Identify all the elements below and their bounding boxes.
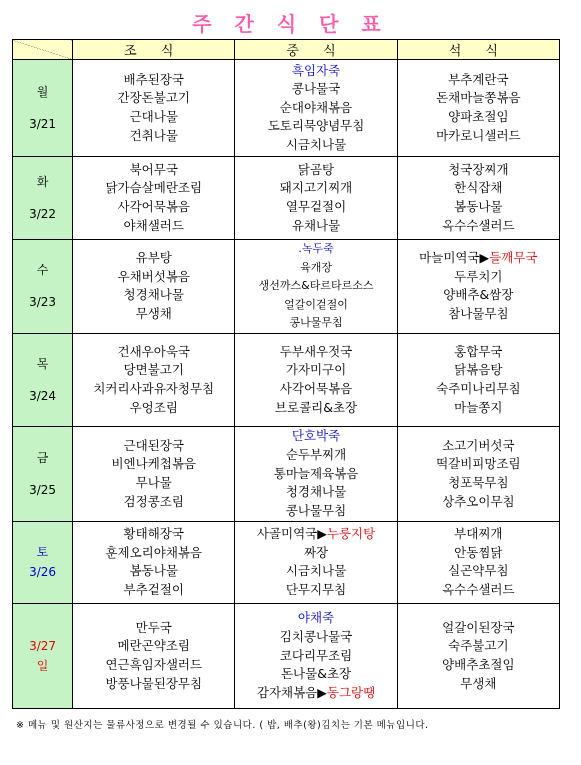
menu-item-text: 배추된장국 (123, 71, 184, 87)
date-label: 3/26 (29, 565, 57, 580)
corner-cell (13, 40, 73, 60)
menu-item-text: 얼갈이겉절이 (284, 297, 348, 311)
dinner-cell (397, 603, 559, 708)
day-label-cell (13, 157, 73, 240)
dinner-cell (397, 157, 559, 240)
menu-item (235, 380, 396, 399)
menu-item (73, 305, 234, 324)
menu-item-text: 청포묵무침 (448, 474, 509, 490)
weekday-label: 목 (36, 356, 49, 371)
date-label: 3/21 (29, 117, 57, 131)
menu-item-text: 브로콜리&초장 (274, 399, 358, 415)
menu-item (398, 493, 559, 512)
breakfast-cell (73, 240, 235, 334)
menu-item-text: 무나물 (135, 474, 172, 490)
menu-item (235, 343, 396, 362)
menu-item-text: 방풍나물된장무침 (105, 675, 203, 691)
day-label-cell (13, 240, 73, 334)
dinner-cell (397, 333, 559, 426)
day-label-cell (13, 521, 73, 603)
menu-item-text: 건취나물 (129, 127, 178, 143)
menu-item-text: 생선까스&타르타르소스 (258, 279, 374, 293)
menu-item-text: 검정콩조림 (123, 493, 184, 509)
breakfast-cell (73, 426, 235, 521)
menu-item (235, 80, 396, 99)
menu-item (235, 465, 396, 484)
menu-item-text: 돈채마늘쫑볶음 (436, 90, 521, 106)
menu-item (398, 198, 559, 217)
menu-item (73, 474, 234, 493)
menu-item-text: 콩나물무침 (285, 502, 347, 518)
lunch-cell (235, 60, 397, 157)
menu-item-text: 통마늘제육볶음 (273, 465, 359, 481)
date-label: 3/25 (29, 482, 57, 497)
menu-item-text: 돈나물&초장 (280, 666, 352, 682)
menu-item-text: 연근흑임자샐러드 (105, 656, 203, 672)
menu-item (235, 314, 396, 333)
menu-item (73, 179, 234, 198)
dinner-cell (397, 240, 559, 334)
menu-item (235, 665, 396, 684)
menu-item (398, 127, 559, 146)
breakfast-cell (73, 521, 235, 603)
day-row (13, 157, 560, 240)
menu-item (73, 525, 234, 544)
menu-item (73, 198, 234, 217)
lunch-cell (235, 521, 397, 603)
menu-item (398, 343, 559, 362)
menu-item (398, 675, 559, 694)
weekday-label: 수 (36, 263, 49, 278)
day-row (13, 240, 560, 334)
menu-item (235, 562, 396, 581)
menu-item (73, 581, 234, 600)
menu-item (73, 343, 234, 362)
menu-item-text: 메란곤약조림 (117, 638, 190, 654)
menu-item (235, 117, 396, 136)
menu-item (398, 455, 559, 474)
menu-item (398, 361, 559, 380)
date-label: 3/22 (29, 207, 57, 221)
menu-item-text: 유부탕 (135, 250, 172, 266)
dinner-cell (397, 521, 559, 603)
menu-item (73, 71, 234, 90)
menu-item-text: 옥수수샐러드 (442, 217, 515, 233)
menu-item-text: 마늘미역국▶ (419, 250, 490, 266)
menu-item (398, 525, 559, 544)
menu-item-text: 만두국 (135, 619, 172, 635)
menu-item-text: 근대된장국 (123, 437, 184, 453)
menu-item-text: 숙주불고기 (448, 638, 509, 654)
menu-item-text: 시금치나물 (285, 563, 347, 579)
menu-item (73, 544, 234, 563)
menu-item-text: 우엉조림 (129, 399, 178, 415)
menu-item (73, 108, 234, 127)
menu-item (235, 277, 396, 296)
menu-item (235, 62, 396, 81)
menu-item-text: 유채나물 (291, 217, 341, 233)
weekday-label: 금 (36, 450, 49, 465)
menu-item-text: 북어무국 (129, 161, 178, 177)
menu-item (235, 259, 396, 278)
breakfast-cell (73, 60, 235, 157)
menu-item-text: 닭곰탕 (297, 161, 335, 177)
menu-item-text: 짜장 (303, 544, 329, 560)
menu-item-text: 사각어묵볶음 (279, 380, 353, 396)
menu-item-text: 시금치나물 (285, 136, 347, 152)
day-row (13, 603, 560, 708)
menu-item-text: 야채죽 (297, 610, 335, 626)
menu-item-text: 떡갈비피망조림 (436, 456, 521, 472)
menu-item-text: 순두부찌개 (285, 447, 347, 463)
menu-item (73, 562, 234, 581)
menu-item (398, 89, 559, 108)
menu-item-text: 건새우아욱국 (117, 343, 190, 359)
menu-item-text: 숙주미나리무침 (436, 380, 521, 396)
menu-item (235, 502, 396, 521)
breakfast-cell (73, 333, 235, 426)
menu-item-text: 봄동나물 (454, 199, 503, 214)
menu-item (235, 217, 396, 236)
menu-item (398, 656, 559, 675)
menu-item (398, 71, 559, 90)
breakfast-cell (73, 603, 235, 708)
menu-item-text: 가자미구이 (285, 362, 347, 378)
menu-item (235, 581, 396, 600)
menu-item-text: 야채샐러드 (123, 217, 184, 233)
menu-item (235, 136, 396, 155)
menu-item-text: .녹두죽 (298, 242, 334, 255)
menu-item-text: 당면불고기 (123, 362, 184, 378)
menu-item (235, 525, 396, 544)
menu-item (235, 427, 396, 446)
menu-item-text: 사각어묵볶음 (117, 199, 190, 214)
menu-item (73, 619, 234, 638)
date-label: 3/23 (29, 295, 57, 310)
menu-item (73, 380, 234, 399)
menu-item (398, 108, 559, 127)
menu-item (73, 437, 234, 456)
weekday-label: 월 (36, 85, 49, 99)
menu-item (235, 99, 396, 118)
weekday-label: 일 (36, 658, 49, 673)
menu-item-substitute: 누룽지탕 (326, 526, 376, 542)
menu-item (235, 483, 396, 502)
menu-item (235, 609, 396, 628)
lunch-cell (235, 240, 397, 334)
menu-item-text: 소고기버섯국 (442, 437, 515, 453)
menu-item-text: 홍합무국 (454, 343, 503, 359)
menu-item-text: 육개장 (300, 260, 332, 274)
menu-item (398, 581, 559, 600)
menu-item (73, 675, 234, 694)
menu-item-text: 닭가슴살메란조림 (105, 180, 203, 196)
menu-item (73, 286, 234, 305)
lunch-cell (235, 157, 397, 240)
weekday-label: 화 (36, 175, 49, 189)
menu-item (235, 684, 396, 703)
menu-item-text: 순대야채볶음 (279, 99, 353, 115)
menu-item (235, 161, 396, 180)
menu-item (398, 399, 559, 418)
day-label-cell (13, 603, 73, 708)
header-dinner: 석 식 (397, 40, 559, 60)
lunch-cell (235, 603, 397, 708)
weekday-label: 토 (36, 545, 49, 560)
menu-item (73, 268, 234, 287)
menu-item (398, 286, 559, 305)
menu-item (73, 637, 234, 656)
menu-item-text: 콩나물국 (291, 81, 341, 97)
menu-item (398, 305, 559, 324)
menu-item (235, 399, 396, 418)
menu-item-text: 실곤약무침 (448, 563, 509, 579)
menu-item-text: 두루치기 (454, 268, 503, 284)
menu-item-text: 열무겉절이 (285, 199, 347, 214)
menu-item (398, 268, 559, 287)
menu-item-text: 부대찌개 (454, 526, 503, 542)
menu-item-text: 김치콩나물국 (279, 629, 353, 645)
day-row (13, 521, 560, 603)
menu-item-text: 한식잡채 (454, 180, 503, 196)
lunch-cell (235, 426, 397, 521)
menu-item-text: 부추겉절이 (123, 582, 184, 598)
menu-item-text: 청경채나물 (285, 484, 347, 500)
menu-item (235, 647, 396, 666)
weekly-menu-table (12, 39, 560, 709)
menu-item (398, 161, 559, 180)
dinner-cell (397, 60, 559, 157)
day-row (13, 60, 560, 157)
lunch-cell (235, 333, 397, 426)
menu-item-text: 사골미역국▶ (256, 526, 327, 542)
day-label-cell (13, 60, 73, 157)
menu-item-text: 무생채 (460, 675, 497, 691)
menu-item-substitute: 동그랑땡 (326, 684, 376, 700)
menu-item-text: 무생채 (135, 306, 172, 322)
menu-item-text: 도토리묵양념무침 (267, 118, 365, 134)
menu-item (398, 637, 559, 656)
menu-item (73, 249, 234, 268)
menu-item-text: 단무지무침 (285, 582, 347, 598)
menu-item-text: 옥수수샐러드 (442, 582, 515, 598)
menu-item (73, 89, 234, 108)
menu-item (398, 380, 559, 399)
menu-item (235, 446, 396, 465)
menu-item (398, 619, 559, 638)
menu-item (73, 217, 234, 236)
menu-item-text: 치커리사과유자청무침 (93, 380, 215, 396)
menu-item-text: 안동찜닭 (454, 544, 503, 560)
day-row (13, 426, 560, 521)
menu-item-text: 닭볶음탕 (454, 362, 503, 378)
menu-item-text: 청국장찌개 (448, 161, 509, 177)
menu-item (235, 240, 396, 259)
page-title: 주 간 식 단 표 (192, 12, 389, 36)
menu-item-text: 근대나물 (129, 109, 178, 124)
menu-item-text: 훈제오리야채볶음 (105, 544, 203, 560)
menu-item (73, 656, 234, 675)
menu-item-text: 콩나물무침 (289, 316, 343, 330)
menu-item (235, 361, 396, 380)
menu-item-text: 마카로니샐러드 (436, 127, 521, 143)
menu-item-text: 참나물무침 (448, 306, 509, 322)
menu-item (73, 399, 234, 418)
menu-item (235, 628, 396, 647)
menu-item (398, 217, 559, 236)
menu-item-text: 황태해장국 (123, 526, 184, 542)
menu-item-text: 상추오이무침 (442, 493, 515, 509)
header-breakfast: 조 식 (73, 40, 235, 60)
menu-item-substitute: 들깨무국 (489, 250, 538, 266)
menu-item (73, 127, 234, 146)
menu-item-text: 봄동나물 (129, 563, 178, 579)
menu-item (398, 544, 559, 563)
header-row (13, 40, 560, 60)
menu-item (235, 544, 396, 563)
menu-item (235, 179, 396, 198)
menu-item (398, 437, 559, 456)
menu-item-text: 간장돈불고기 (117, 90, 190, 106)
day-label-cell (13, 333, 73, 426)
menu-item-text: 마늘쫑지 (454, 399, 503, 415)
menu-item-text: 비엔나케첩볶음 (111, 456, 197, 472)
menu-item (398, 474, 559, 493)
menu-item-text: 흑임자죽 (291, 62, 341, 78)
menu-item-text: 감자채볶음▶ (256, 684, 327, 700)
menu-item-text: 얼갈이된장국 (442, 619, 515, 635)
breakfast-cell (73, 157, 235, 240)
menu-item (398, 179, 559, 198)
menu-item-text: 양파초절임 (448, 109, 509, 124)
menu-item-text: 우채버섯볶음 (117, 268, 190, 284)
menu-item (73, 493, 234, 512)
menu-item-text: 돼지고기찌개 (279, 180, 353, 196)
date-label: 3/27 (29, 638, 57, 653)
header-lunch: 중 식 (235, 40, 397, 60)
menu-item-text: 양배추초절임 (442, 656, 515, 672)
menu-item-text: 단호박죽 (291, 428, 341, 444)
menu-item-text: 코다리무조림 (279, 647, 353, 663)
date-label: 3/24 (29, 388, 57, 403)
day-label-cell (13, 426, 73, 521)
menu-item (235, 296, 396, 315)
menu-item-text: 부추계란국 (448, 71, 509, 87)
menu-item (398, 249, 559, 268)
menu-item (398, 562, 559, 581)
menu-item (73, 161, 234, 180)
menu-item-text: 양배추&쌈장 (443, 287, 514, 303)
menu-item (73, 455, 234, 474)
menu-item-text: 청경채나물 (123, 287, 184, 303)
footnote: ※ 메뉴 및 원산지는 물류사정으로 변경될 수 있습니다. ( 밥, 배추(왕)김치는 기본 메뉴입니다. (16, 720, 429, 731)
day-row (13, 333, 560, 426)
menu-item (235, 198, 396, 217)
dinner-cell (397, 426, 559, 521)
menu-item (73, 361, 234, 380)
menu-item-text: 두부새우젓국 (279, 343, 353, 359)
